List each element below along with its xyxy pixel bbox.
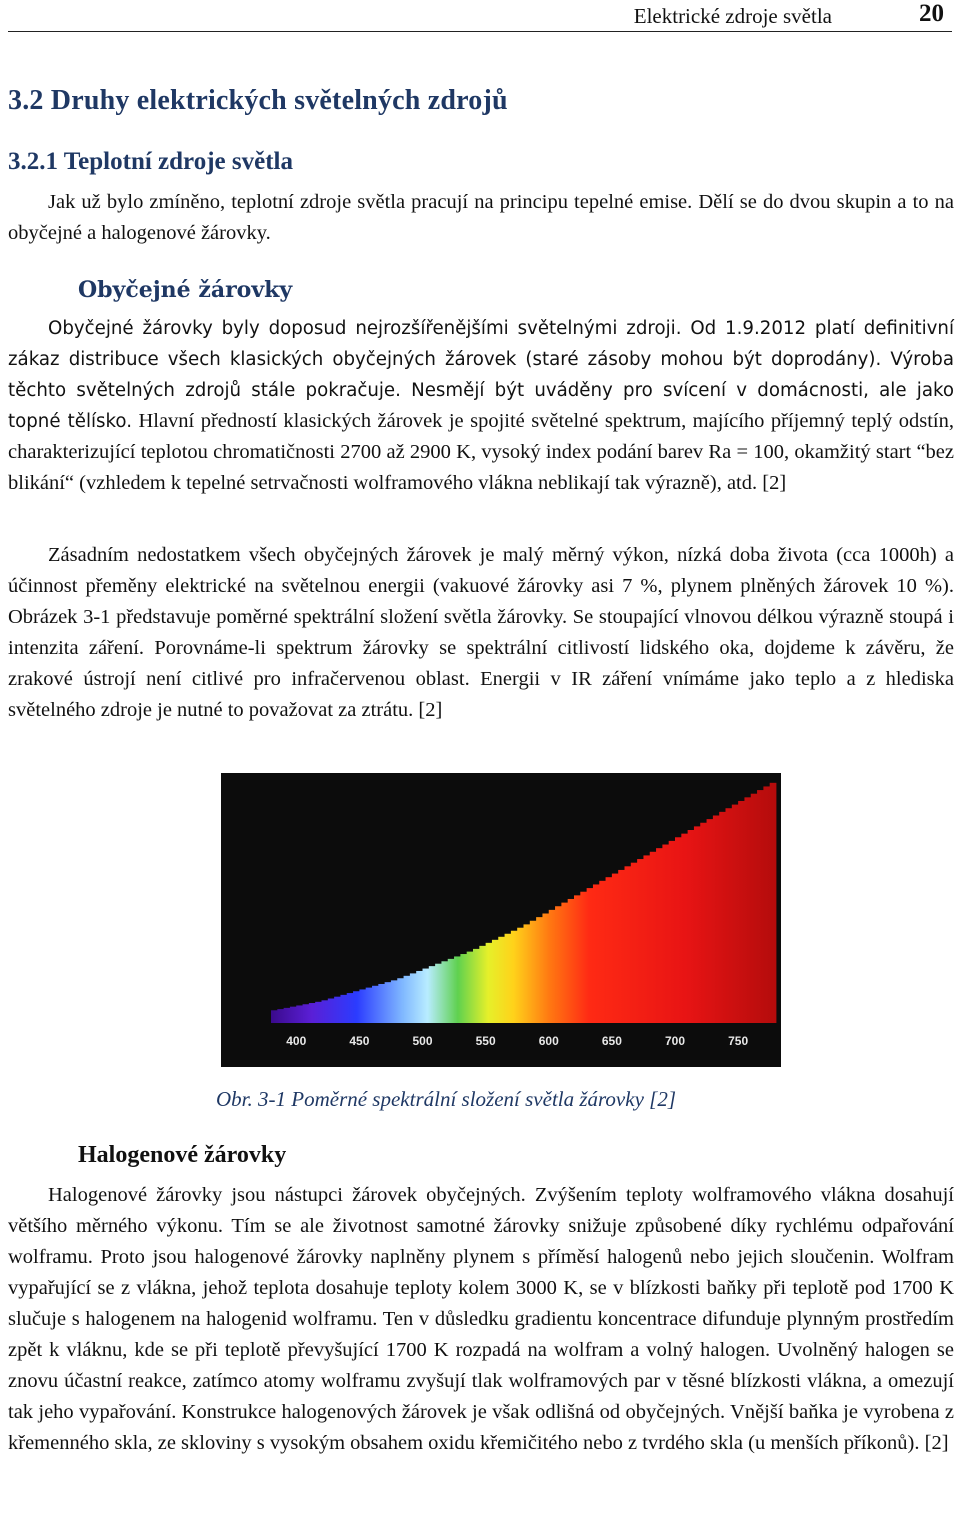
- spectrum-bar: [530, 921, 537, 1023]
- spectrum-bar: [404, 976, 411, 1023]
- spectrum-bar: [763, 786, 770, 1023]
- paragraph-halogenove: Halogenové žárovky jsou nástupci žárovek obyčejných. Zvýšením teploty wolframového vlákna dosahují většího měrného výkonu. Tím se ale životnost samotné žárovky snižuje způsobené díky rychlému odpařování wolframu. Proto jsou halogenové žárovky naplněny plynem s příměsí halogenů nebo jejich sloučenin. Wolfram vypařující se z vlákna, jehož teplota dosahuje teploty kolem 3000 K, se v blízkosti baňky při teplotě pod 1700 K slučuje s halogenem na halogenid wolframu. Ten v důsledku gradientu koncentrace difunduje plynným prostředím zpět k vláknu, kde se při teplotě převyšující 1700 K rozpadá na wolfram a volný halogen. Uvolněný halogen se znovu účastní reakce, zatímco atomy wolframu zvyšují tlak wolframových par v těsné blízkosti vlákna, a omezují tak jeho vypařování. Konstrukce halogenových žárovek je však odlišná od obyčejných. Vnější baňka je vyrobena z křemenného skla, ze skloviny s vysokým obsahem oxidu křemičitého nebo z tvrdého skla (u menších příkonů). [2]: [8, 1184, 954, 1454]
- spectrum-bar: [347, 993, 354, 1023]
- tick-label: 400: [286, 1034, 307, 1048]
- spectrum-bar: [334, 997, 341, 1023]
- spectrum-bar: [397, 978, 404, 1023]
- spectrum-bar: [574, 895, 581, 1023]
- spectrum-bar: [719, 812, 726, 1023]
- spectrum-bar: [416, 971, 423, 1023]
- figure-caption: Obr. 3-1 Poměrné spektrální složení světla žárovky [2]: [216, 1087, 676, 1111]
- spectrum-bar: [366, 988, 373, 1023]
- spectrum-bar: [549, 910, 556, 1023]
- spectrum-bar: [688, 830, 695, 1023]
- tick-label: 500: [412, 1034, 433, 1048]
- paragraph-obycejne-1: [8, 313, 954, 499]
- spectrum-bar: [340, 995, 347, 1023]
- spectrum-bar: [656, 848, 663, 1023]
- spectrum-bar: [757, 790, 764, 1023]
- spectrum-bar: [511, 931, 518, 1023]
- spectrum-bar: [498, 937, 505, 1023]
- spectrum-bar: [675, 837, 682, 1023]
- spectrum-bar: [726, 808, 733, 1023]
- section-title: 3.2 Druhy elektrických světelných zdrojů: [8, 85, 508, 116]
- spectrum-bar: [751, 794, 758, 1023]
- spectrum-bar: [359, 989, 366, 1023]
- spectrum-bar: [467, 952, 474, 1023]
- tick-label: 450: [349, 1034, 370, 1048]
- spectrum-bar: [328, 999, 335, 1024]
- spectrum-bar: [580, 892, 587, 1023]
- spectrum-bar: [700, 823, 707, 1023]
- spectrum-bar: [732, 805, 739, 1023]
- spectrum-bar: [612, 874, 619, 1023]
- spectrum-bar: [681, 834, 688, 1023]
- page-number: 20: [919, 0, 944, 27]
- spectrum-bar: [643, 855, 650, 1023]
- running-header: [8, 0, 952, 32]
- spectrum-bar: [492, 940, 499, 1023]
- spectrum-bar: [555, 906, 562, 1023]
- spectrum-bar: [460, 954, 467, 1023]
- heading-obycejne-zarovky: Obyčejné žárovky: [78, 277, 293, 303]
- spectrum-bar: [593, 884, 600, 1023]
- spectrum-bar: [271, 1010, 278, 1023]
- spectrum-bar: [353, 991, 360, 1023]
- spectrum-bar: [322, 1000, 329, 1023]
- spectrum-bar: [744, 797, 751, 1023]
- spectrum-bar: [454, 956, 461, 1023]
- tick-label: 700: [664, 1034, 686, 1048]
- spectrum-chart: [221, 773, 781, 1067]
- spectrum-bar: [277, 1009, 284, 1023]
- spectrum-bar: [542, 914, 549, 1024]
- spectrum-bar: [606, 877, 613, 1023]
- spectrum-bars: [271, 783, 776, 1023]
- spectrum-bar: [713, 815, 720, 1023]
- spectrum-bar: [448, 959, 455, 1023]
- spectrum-bar: [391, 980, 398, 1023]
- paragraph-obycejne-2: Zásadním nedostatkem všech obyčejných žárovek je malý měrný výkon, nízká doba života (cca 1000h) a účinnost přeměny elektrické na světelnou energii (vakuové žárovky asi 7 %, plynem plněných žárovek 10 %). Obrázek 3-1 představuje poměrné spektrální složení světla žárovky. Se stoupající vlnovou délkou výrazně stoupá i intenzita záření. Porovnáme-li spektrum žárovky se spektrální citlivostí lidského oka, dojdeme k závěru, že zrakové ústrojí není citlivé pro infračervenou oblast. Energii v IR záření vnímáme jako teplo a z hlediska světelného zdroje je nutné to považovat za ztrátu. [2]: [8, 544, 954, 721]
- spectrum-bar: [618, 870, 625, 1023]
- spectrum-bar: [410, 973, 417, 1023]
- spectrum-bar: [568, 899, 575, 1023]
- spectrum-bar: [385, 982, 392, 1023]
- spectrum-bar: [441, 961, 448, 1023]
- subsection-title: 3.2.1 Teplotní zdroje světla: [8, 148, 293, 175]
- spectrum-bar: [517, 928, 524, 1023]
- spectrum-bar: [561, 903, 568, 1023]
- spectrum-bar: [524, 924, 531, 1023]
- spectrum-bar: [486, 943, 493, 1023]
- spectrum-bar: [296, 1005, 303, 1023]
- spectrum-bar: [423, 969, 430, 1023]
- spectrum-bar: [284, 1008, 291, 1023]
- spectrum-bar: [315, 1002, 322, 1023]
- paragraph-obycejne-1-part-b: Hlavní předností klasických žárovek je spojité světelné spektrum, majícího příjemný teplý odstín, charakterizující teplotou chromatičnosti 2700 až 2900 K, vysoký index podání barev Ra = 100, okamžitý start “bez blikání“ (vzhledem k tepelné setrvačnosti wolframového vlákna neblikají tak výrazně), atd. [2]: [8, 410, 954, 494]
- spectrum-bar: [587, 888, 594, 1023]
- spectrum-bar: [694, 826, 701, 1023]
- spectrum-bar: [473, 949, 480, 1023]
- tick-label: 550: [475, 1034, 496, 1048]
- spectrum-bar: [707, 819, 714, 1023]
- spectrum-bar: [303, 1004, 310, 1023]
- spectrum-bar: [290, 1007, 297, 1023]
- spectrum-bar: [662, 845, 669, 1023]
- tick-label: 650: [601, 1034, 622, 1048]
- spectrum-bar: [378, 984, 385, 1023]
- spectrum-bar: [599, 881, 606, 1023]
- spectrum-bar: [770, 783, 777, 1023]
- spectrum-ticks: [286, 1034, 748, 1048]
- spectrum-bar: [536, 917, 543, 1023]
- heading-halogenove-zarovky: Halogenové žárovky: [78, 1142, 287, 1168]
- tick-label: 600: [538, 1034, 559, 1048]
- spectrum-bar: [505, 934, 512, 1023]
- paragraph-obycejne-1-part-a: Obyčejné žárovky byly doposud nejrozšířenějšími světelnými zdroji. Od 1.9.2012 platí definitivní zákaz distribuce všech klasických obyčejných žárovek (staré zásoby mohou být doprodány). Výroba těchto světelných zdrojů stále pokračuje. Nesmějí být uváděny pro svícení v domácnosti, ale jako topné tělísko.: [8, 318, 954, 432]
- intro-paragraph: Jak už bylo zmíněno, teplotní zdroje světla pracují na principu tepelné emise. Dělí se do dvou skupin a to na obyčejné a halogenové žárovky.: [8, 191, 954, 244]
- spectrum-bar: [738, 801, 745, 1023]
- spectrum-bar: [625, 866, 632, 1023]
- spectrum-bar: [435, 964, 442, 1023]
- spectrum-bar: [479, 946, 486, 1023]
- spectrum-figure: [221, 773, 781, 1067]
- tick-label: 750: [728, 1034, 749, 1048]
- running-title: Elektrické zdroje světla: [633, 4, 832, 28]
- spectrum-bar: [429, 966, 436, 1023]
- spectrum-bar: [372, 986, 379, 1023]
- spectrum-bar: [631, 863, 638, 1023]
- spectrum-bar: [669, 841, 676, 1023]
- spectrum-bar: [650, 852, 657, 1023]
- spectrum-bar: [309, 1003, 316, 1023]
- spectrum-bar: [637, 859, 644, 1023]
